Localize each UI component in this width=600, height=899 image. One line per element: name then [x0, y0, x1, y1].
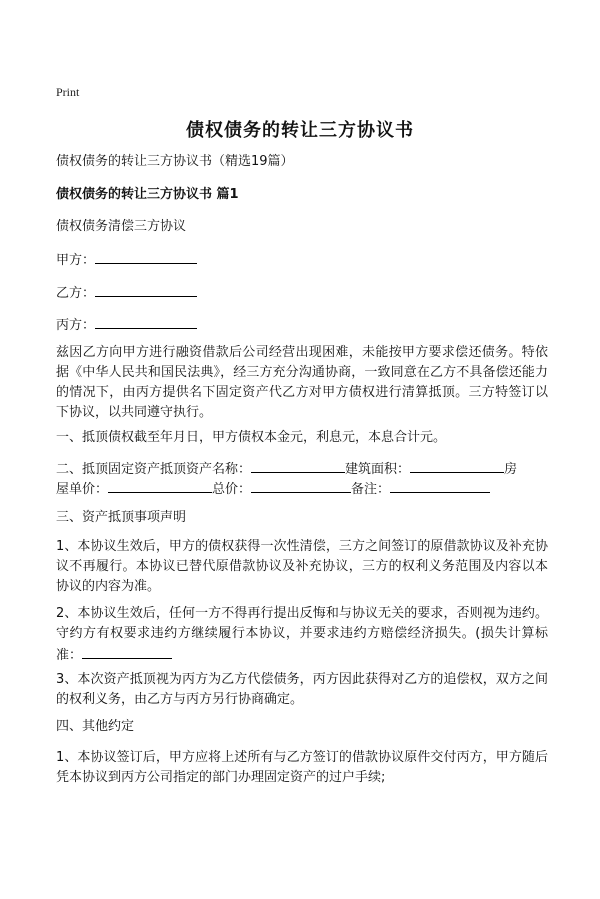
party-c-label: 丙方：: [56, 318, 96, 333]
page-title: 债权债务的转让三方协议书: [186, 120, 414, 141]
asset-name-blank: [251, 458, 345, 473]
intro-paragraph: 兹因乙方向甲方进行融资借款后公司经营出现困难，未能按甲方要求偿还债务。特依据《中华人民共和国民法典》，经三方充分沟通协商，一致同意在乙方不具备偿还能力的情况下，由丙方提供名下固定资产代乙方对甲方债权进行清算抵顶。三方特签订以下协议，以共同遵守执行。: [56, 345, 548, 420]
clause-2-line-2: [56, 478, 490, 500]
building-area-label: 建筑面积：: [345, 462, 411, 477]
unit-price-blank: [108, 478, 212, 493]
note-blank: [390, 478, 490, 493]
party-b-line: [56, 282, 197, 304]
total-price-label: 总价：: [212, 482, 252, 497]
party-c-blank: [95, 314, 197, 329]
party-a-label: 甲方：: [56, 253, 96, 268]
section-heading: 债权债务的转让三方协议书 篇1: [56, 187, 239, 202]
party-b-label: 乙方：: [56, 286, 96, 301]
clause-2-line-1: [56, 458, 517, 480]
print-label: Print: [56, 85, 80, 99]
subtitle: 债权债务的转让三方协议书（精选19篇）: [56, 154, 294, 169]
clause-1: 一、抵顶债权截至年月日，甲方债权本金元，利息元，本息合计元。: [56, 430, 447, 445]
clause-3-item-1: 1、本协议生效后，甲方的债权获得一次性清偿，三方之间签订的原借款协议及补充协议不再履行。本协议已替代原借款协议及补充协议，三方的权利义务范围及内容以本协议的内容为准。: [56, 539, 548, 594]
party-b-blank: [95, 282, 197, 297]
clause-3-item-2-text: 2、本协议生效后，任何一方不得再行提出反悔和与协议无关的要求，否则视为违约。守约方有权要求违约方继续履行本协议，并要求违约方赔偿经济损失。(损失计算标准：: [56, 606, 548, 663]
asset-name-label: 二、抵顶固定资产抵顶资产名称：: [56, 462, 252, 477]
clause-3-heading: 三、资产抵顶事项声明: [56, 510, 187, 525]
party-c-line: [56, 314, 197, 336]
party-a-blank: [95, 249, 197, 264]
building-area-blank: [410, 458, 504, 473]
house-label: 房: [504, 462, 518, 477]
clause-4-heading: 四、其他约定: [56, 719, 135, 734]
clause-3-item-2: [56, 604, 548, 666]
agreement-name: 债权债务清偿三方协议: [56, 219, 187, 234]
total-price-blank: [251, 478, 351, 493]
clause-3-item-3: 3、本次资产抵顶视为丙方为乙方代偿债务，丙方因此获得对乙方的追偿权，双方之间的权利义务，由乙方与丙方另行协商确定。: [56, 672, 548, 707]
note-label: 备注：: [351, 482, 391, 497]
clause-4-item-1: 1、本协议签订后，甲方应将上述所有与乙方签订的借款协议原件交付丙方，甲方随后凭本协议到丙方公司指定的部门办理固定资产的过户手续;: [56, 750, 548, 785]
party-a-line: [56, 249, 197, 271]
loss-standard-blank: [82, 644, 172, 659]
unit-price-label: 屋单价：: [56, 482, 109, 497]
